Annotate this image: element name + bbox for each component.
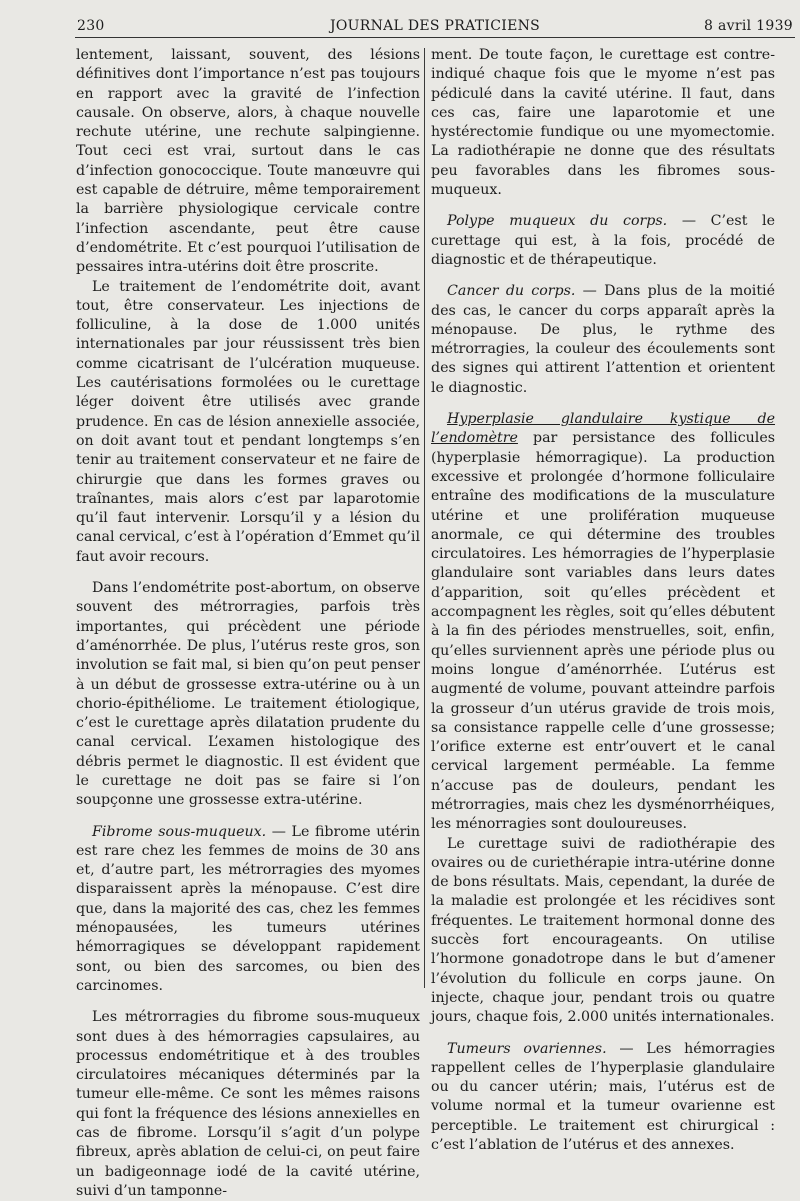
section-paragraph: Polype muqueux du corps. — C’est le curettage qui est, à la fois, procédé de diagnostic et de thérapeutique. xyxy=(431,213,775,268)
running-header xyxy=(75,15,795,38)
paragraph: ment. De toute façon, le curettage est contre-indiqué chaque fois que le myome n’est pas pédiculé dans la cavité utérine. Il faut, dans ces cas, faire une laparotomie et une hystérectomie fundique ou une myomectomie. La radiothérapie ne donne que des résultats peu favorables dans les fibromes sous-muqueux. xyxy=(431,47,775,199)
right-column xyxy=(431,46,775,1155)
section-paragraph: Cancer du corps. — Dans plus de la moitié des cas, le cancer du corps apparaît après la ménopause. De plus, le rythme des métrorragies, la couleur des écoulements sont des signes qui attirent l’attention et orientent le diagnostic. xyxy=(431,283,775,396)
section-heading: Cancer du corps. xyxy=(447,283,576,300)
left-column xyxy=(76,46,420,1201)
section-paragraph: Tumeurs ovariennes. — Les hémorragies rappellent celles de l’hyperplasie glandulaire ou du cancer utérin; mais, l’utérus est de volume normal et la tumeur ovarienne est perceptible. Le traitement est chirurgical : c’est l’ablation de l’utérus et des annexes. xyxy=(431,1040,775,1154)
paragraph: Les métrorragies du fibrome sous-muqueux sont dues à des hémorragies capsulaires, au processus endométritique et à des troubles circulatoires mécaniques déterminés par la tumeur elle-même. Ce sont les mêmes raisons qui font la fréquence des lésions annexielles en cas de fibrome. Lorsqu’il s’agit d’un polype fibreux, après ablation de celui-ci, on peut faire un badigeonnage iodé de la cavité utérine, suivi d’un tamponne- xyxy=(76,1009,420,1199)
section-heading: Polype muqueux du corps. xyxy=(447,213,668,230)
section-heading: Fibrome sous-muqueux. xyxy=(92,823,267,840)
column-divider xyxy=(424,48,425,988)
paragraph: Le curettage suivi de radiothérapie des ovaires ou de curiethérapie intra-utérine donne de bons résultats. Mais, cependant, la durée de la maladie est prolongée et les récidives sont fréquentes. Le traitement hormonal donne des succès fort encourageants. On utilise l’hormone gonadotrope dans le but d’amener l’évolution du follicule en corps jaune. On injecte, chaque jour, pendant trois ou quatre jours, chaque fois, 2.000 unités internationales. xyxy=(431,835,775,1026)
paragraph: Le traitement de l’endométrite doit, avant tout, être conservateur. Les injections de folliculine, à la dose de 1.000 unités internationales par jour réussissent très bien comme cicatrisant de l’ulcération muqueuse. Les cautérisations formolées ou le curettage léger doivent être utilisés avec grande prudence. En cas de lésion annexielle associée, on doit avant tout et pendant longtemps s’en tenir au traitement conservateur et ne faire de chirurgie que dans les formes graves ou traînantes, mais alors c’est par laparotomie qu’il faut intervenir. Lorsqu’il y a lésion du canal cervical, c’est à l’opération d’Emmet qu’il faut avoir recours. xyxy=(76,278,420,565)
section-heading: Tumeurs ovariennes. xyxy=(447,1040,607,1057)
issue-date: 8 avril 1939 xyxy=(704,18,793,34)
journal-title: JOURNAL DES PRATICIENS xyxy=(329,18,541,34)
section-paragraph: Fibrome sous-muqueux. — Le fibrome utérin est rare chez les femmes de moins de 30 ans et, d’autre part, les métrorragies des myomes disparaissent après la ménopause. C’est dire que, dans la majorité des cas, chez les femmes ménopausées, les tumeurs utérines hémorragiques se développant rapidement sont, ou bien des sarcomes, ou bien des carcinomes. xyxy=(76,823,420,994)
page-number: 230 xyxy=(77,18,105,34)
paragraph: lentement, laissant, souvent, des lésions définitives dont l’importance n’est pas toujours en rapport avec la gravité de l’infection causale. On observe, alors, à chaque nouvelle rechute utérine, une rechute salpingienne. Tout ceci est vrai, surtout dans le cas d’infection gonococcique. Toute manœuvre qui est capable de détruire, même temporairement la barrière physiologique cervicale contre l’infection ascendante, peut être cause d’endométrite. Et c’est pourquoi l’utilisation de pessaires intra-utérins doit être proscrite. xyxy=(76,47,420,276)
section-paragraph: Hyperplasie glandulaire kystique de l’endomètre par persistance des follicules (hyperplasie hémorragique). La production excessive et prolongée d’hormone folliculaire entraîne des modifications de la musculature utérine et une prolifération muqueuse anormale, ce qui détermine des troubles circulatoires. Les hémorragies de l’hyperplasie glandulaire sont variables dans leurs dates d’apparition, soit qu’elles précèdent et accompagnent les règles, soit qu’elles débutent à la fin des périodes menstruelles, soit, enfin, qu’elles surviennent après une période plus ou moins longue d’aménorrhée. L’utérus est augmenté de volume, pouvant atteindre parfois la grosseur d’un utérus gravide de trois mois, sa consistance rappelle celle d’une grossesse; l’orifice externe est entr’ouvert et le canal cervical largement perméable. La femme n’accuse pas de douleurs, pendant les métrorragies, mais chez les dysménorrhéiques, les ménorragies sont douloureuses. xyxy=(431,411,775,833)
paragraph: Dans l’endométrite post-abortum, on observe souvent des métrorragies, parfois très importantes, qui précèdent une période d’aménorrhée. De plus, l’utérus reste gros, son involution se fait mal, si bien qu’on peut penser à un début de grossesse extra-utérine ou à un chorio-épithéliome. Le traitement étiologique, c’est le curettage après dilatation prudente du canal cervical. L’examen histologique des débris permet le diagnostic. Il est évident que le curettage ne doit pas se faire si l’on soupçonne une grossesse extra-utérine. xyxy=(76,580,420,809)
section-heading: Hyperplasie glandulaire kystique de l’endomètre xyxy=(431,411,775,447)
